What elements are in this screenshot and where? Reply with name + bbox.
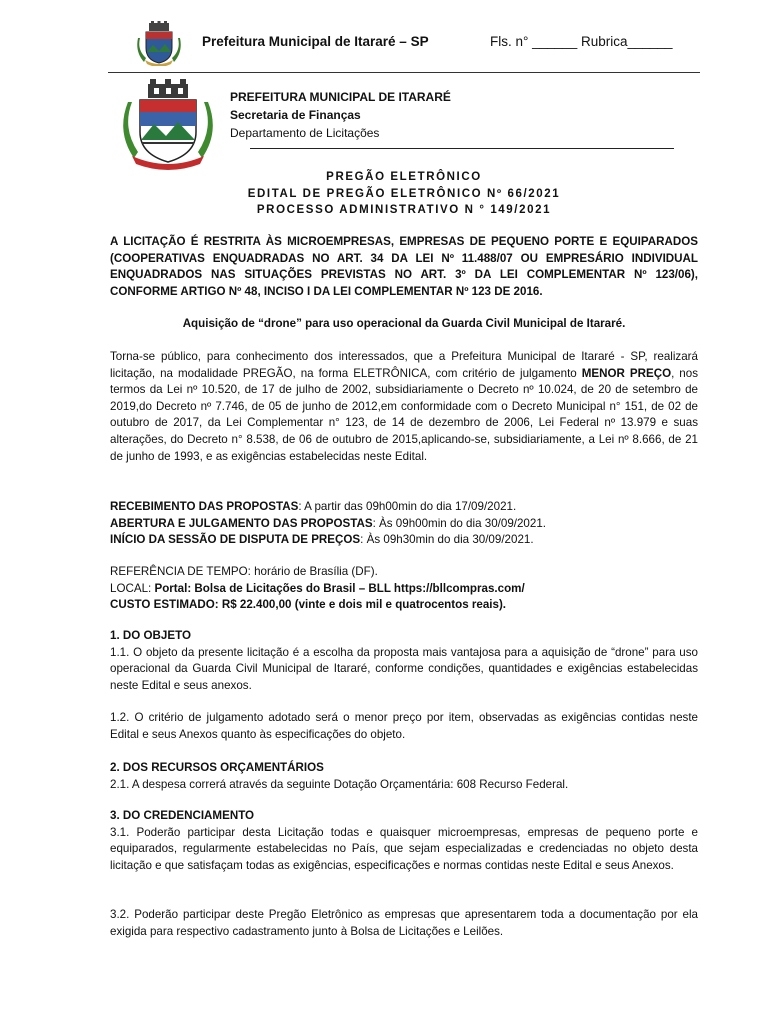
organization-name: PREFEITURA MUNICIPAL DE ITARARÉ xyxy=(230,90,451,104)
paragraph-text: , conforme condições, quantidades e exigências estabelecidas neste Edital e seus anexos. xyxy=(110,662,698,692)
page-number-field: Fls. n° ______ Rubrica______ xyxy=(490,34,673,49)
restriction-notice: A LICITAÇÃO É RESTRITA ÀS MICROEMPRESAS, EMPRESAS DE PEQUENO PORTE E EQUIPARADOS (COOPERATIVAS ENQUADRADAS NO ART. 34 DA LEI Nº 11.488/07 OU EMPRESÁRIO INDIVIDUAL ENQUADRADOS NAS SITUAÇÕES PREVISTAS NO ART. 3º DA LEI COMPLEMENTAR Nº 123/06), CONFORME ARTIGO Nº 48, INCISO I DA LEI COMPLEMENTAR Nº 123 DE 2016. xyxy=(110,235,698,298)
secretaria-name: Secretaria de Finanças xyxy=(230,108,361,122)
section-credenciamento xyxy=(110,808,698,874)
running-header-title: Prefeitura Municipal de Itararé – SP xyxy=(202,34,429,49)
schedule-label: RECEBIMENTO DAS PROPOSTAS xyxy=(110,500,299,513)
paragraph-text: 1.1. O objeto da presente licitação é a escolha da proposta mais vantajosa para a aquisição de “drone” para uso operacional da Guarda Civil Municipal de Itararé xyxy=(110,645,698,676)
running-header xyxy=(108,18,700,73)
intro-bold: MENOR PREÇO xyxy=(581,366,672,380)
schedule-line xyxy=(110,499,698,516)
section-heading: 2. DOS RECURSOS ORÇAMENTÁRIOS xyxy=(110,761,324,774)
paragraph-3-1: 3.1. Poderão participar desta Licitação todas e quaisquer microempresas, empresas de pequeno porte e equiparados, regularmente estabelecidas no País, que sejam especializadas e credenciadas no objeto desta licitação e que satisfaçam todas as exigências, especificações e normas contidas neste Edital e seus Anexos. xyxy=(110,825,698,872)
paragraph-2-1: 2.1. A despesa correrá através da seguinte Dotação Orçamentária: 608 Recurso Federal. xyxy=(110,777,569,791)
intro-paragraph xyxy=(110,349,698,465)
local-line xyxy=(110,581,698,598)
intro-text-1: Torna-se público, para conhecimento dos interessados, que a Prefeitura Municipal de Itararé - SP, realizará licitação, na modalidade PREGÃO, na forma ELETRÔNICA, com critério de julgamento xyxy=(110,350,698,380)
municipal-crest-small-icon xyxy=(136,20,182,66)
section-heading: 1. DO OBJETO xyxy=(110,629,191,642)
title-edital: EDITAL DE PREGÃO ELETRÔNICO Nº 66/2021 xyxy=(247,187,561,200)
document-titles xyxy=(110,169,698,219)
paragraph-1-1 xyxy=(110,645,698,695)
schedule-line xyxy=(110,516,698,533)
location-block xyxy=(110,564,698,614)
paragraph-1-2: 1.2. O critério de julgamento adotado será o menor preço por item, observadas as exigências contidas neste Edital e seus Anexos quanto às especificações do objeto. xyxy=(110,711,698,741)
municipal-crest-icon xyxy=(118,78,218,170)
title-pregao: PREGÃO ELETRÔNICO xyxy=(326,171,482,183)
section-recursos xyxy=(110,760,698,793)
schedule-label: ABERTURA E JULGAMENTO DAS PROPOSTAS xyxy=(110,516,373,530)
schedule-block xyxy=(110,499,698,549)
time-reference: REFERÊNCIA DE TEMPO: horário de Brasília (DF). xyxy=(110,565,378,578)
departamento-name: Departamento de Licitações xyxy=(230,126,380,140)
paragraph-3-2: 3.2. Poderão participar deste Pregão Eletrônico as empresas que apresentarem toda a documentação por ela exigida para respectivo cadastramento junto à Bolsa de Licitações e Leilões. xyxy=(110,908,698,938)
schedule-value: : Às 09h30min do dia 30/09/2021. xyxy=(360,533,534,547)
estimated-cost: CUSTO ESTIMADO: R$ 22.400,00 (vinte e dois mil e quatrocentos reais). xyxy=(110,598,507,612)
local-value: Portal: Bolsa de Licitações do Brasil – BLL https://bllcompras.com/ xyxy=(154,581,525,595)
object-summary: Aquisição de “drone” para uso operacional da Guarda Civil Municipal de Itararé. xyxy=(182,317,626,330)
title-processo: PROCESSO ADMINISTRATIVO N ° 149/2021 xyxy=(256,204,552,216)
schedule-value: : A partir das 09h00min do dia 17/09/2021. xyxy=(298,500,517,513)
schedule-label: INÍCIO DA SESSÃO DE DISPUTA DE PREÇOS xyxy=(110,533,361,547)
intro-text-2: , nos termos da Lei nº 10.520, de 17 de julho de 2002, subsidiariamente o Decreto nº 10.024, de 20 de setembro de 2019,do Decreto nº 7.746, de 05 de junho de 2012,em conformidade com o Decreto Municipal n° 151, de 02 de outubro de 2017, da Lei Complementar n° 123, de 14 de dezembro de 2006, Lei Federal nº 13.979 e suas alterações, do Decreto n° 8.538, de 06 de outubro de 2015,aplicando-se, subsidiariamente, a Lei nº 8.666, de 21 de junho de 1993, e as exigências estabelecidas neste Edital. xyxy=(110,366,698,463)
letterhead xyxy=(230,88,451,142)
schedule-line xyxy=(110,532,698,549)
schedule-value: : Às 09h00min do dia 30/09/2021. xyxy=(372,516,547,530)
letterhead-divider xyxy=(250,148,674,149)
section-heading: 3. DO CREDENCIAMENTO xyxy=(110,809,255,822)
local-label: LOCAL: xyxy=(110,581,155,595)
section-objeto xyxy=(110,628,698,694)
